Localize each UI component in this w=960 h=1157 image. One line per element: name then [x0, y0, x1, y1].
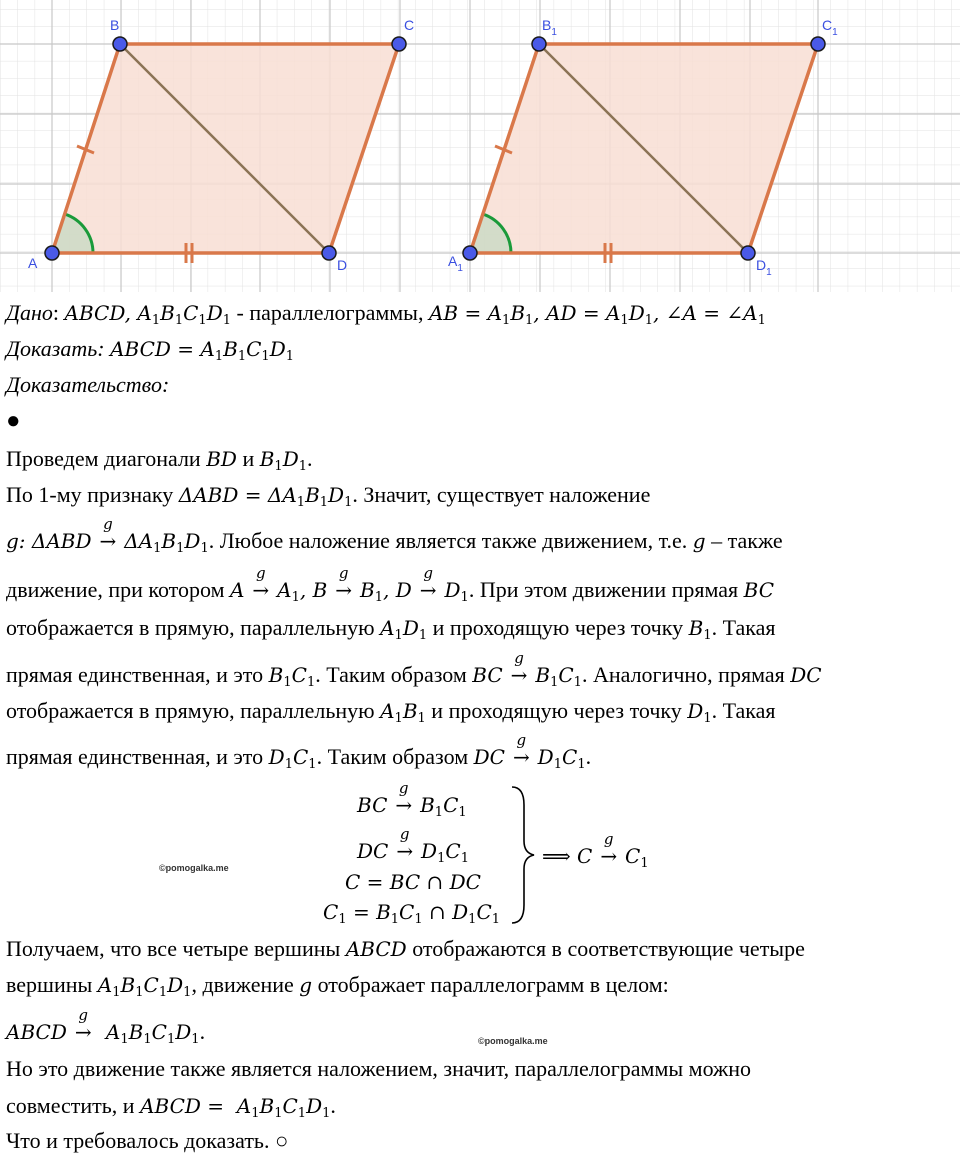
label-a1: $A_1$	[448, 253, 463, 274]
proof-line-9: Получаем, что все четыре вершины ABCD отображаются в соответствующие четыре	[6, 936, 805, 961]
proof-heading: Доказательство:	[6, 372, 170, 397]
proof-line-10: вершины $A_1B_1C_1D_1$, движение g отображает параллелограмм в целом:	[6, 972, 669, 1000]
proof-line-12: Но это движение также является наложением, значит, параллелограммы можно	[6, 1056, 752, 1081]
system-eq-2: DC → g $D_1C_1$	[357, 825, 469, 866]
point-b1	[532, 37, 546, 51]
label-c: C	[404, 17, 415, 33]
proof-line-4: движение, при котором A → g $A_1$, B → g $B_1$, D → g $D_1$. При этом движении прямая BC	[6, 564, 775, 605]
right-brace	[508, 785, 538, 925]
label-c1: $C_1$	[822, 17, 838, 38]
proof-line-6: прямая единственная, и это $B_1C_1$. Таким образом BC → g $B_1C_1$. Аналогично, прямая DC	[6, 649, 822, 690]
label-b: B	[110, 17, 120, 33]
proof-line-7: отображается в прямую, параллельную $A_1B_1$ и проходящую через точку $D_1$. Такая	[6, 698, 776, 726]
proof-line-5: отображается в прямую, параллельную $A_1D_1$ и проходящую через точку $B_1$. Такая	[6, 615, 776, 643]
watermark-1: ©pomogalka.me	[159, 863, 229, 873]
point-a1	[463, 246, 477, 260]
label-d: D	[337, 257, 348, 273]
proof-line-11: ABCD → g $A_1B_1C_1D_1$.	[6, 1006, 206, 1047]
point-c	[392, 37, 406, 51]
geometry-figure	[0, 0, 960, 292]
proof-line-2: По 1-му признаку $\Delta ABD = \Delta A_1B_1D_1$. Значит, существует наложение	[6, 482, 651, 510]
proof-line-3: g: ΔABD → g $\Delta A_1B_1D_1$. Любое наложение является также движением, т.е. g – также	[6, 515, 783, 556]
watermark-2: ©pomogalka.me	[478, 1036, 548, 1046]
point-c1	[811, 37, 825, 51]
given-line: Дано: ABCD, $A_1B_1C_1D_1$ - параллелограммы, AB = $A_1B_1$, AD = $A_1D_1$, ∠A = $\angle A_1$	[6, 300, 766, 328]
system-eq-3: C = BC ∩ DC	[345, 870, 481, 894]
label-b1: $B_1$	[542, 17, 557, 38]
point-a	[45, 246, 59, 260]
point-d1	[741, 246, 755, 260]
bullet: ●	[6, 408, 21, 434]
system-eq-1: BC → g $B_1C_1$	[357, 779, 467, 820]
label-d1: $D_1$	[756, 257, 772, 278]
system-result: ⟹ C → g $C_1$	[542, 830, 649, 871]
label-a: A	[28, 255, 38, 271]
proof-line-13: совместить, и ABCD = $A_1B_1C_1D_1$.	[6, 1093, 336, 1121]
prove-line: Доказать: ABCD = $A_1B_1C_1D_1$	[6, 336, 295, 364]
proof-line-8: прямая единственная, и это $D_1C_1$. Таким образом DC → g $D_1C_1$.	[6, 731, 592, 772]
system-eq-4: $C_1 = B_1C_1$ ∩ $D_1C_1$	[323, 900, 501, 927]
point-d	[322, 246, 336, 260]
point-b	[113, 37, 127, 51]
conclusion-line: Что и требовалось доказать. ○	[6, 1128, 289, 1153]
proof-line-1: Проведем диагонали BD и $B_1D_1$.	[6, 446, 313, 474]
